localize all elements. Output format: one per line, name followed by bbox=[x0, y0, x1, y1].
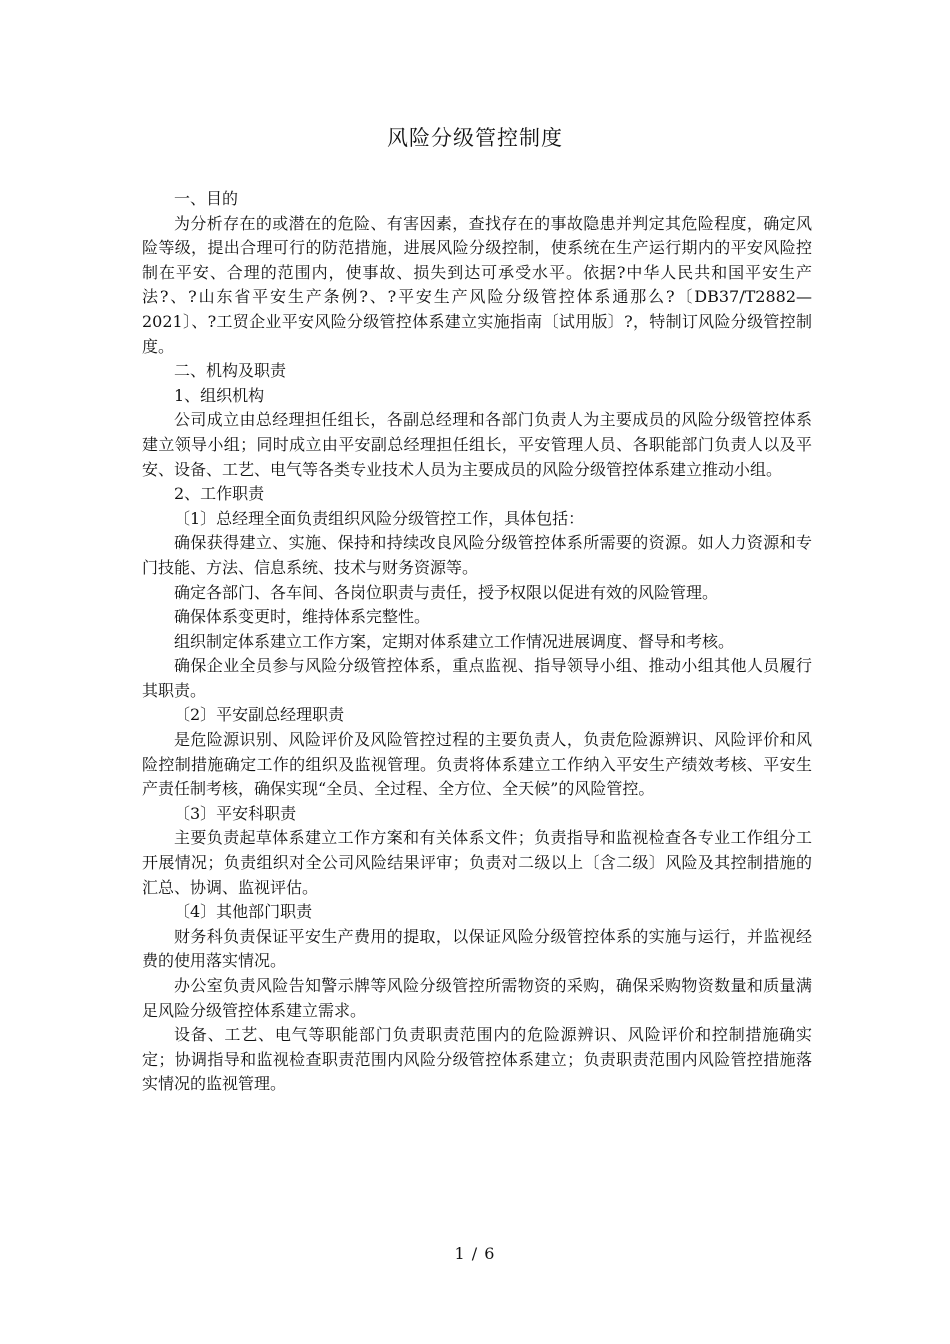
paragraph-gm-integrity: 确保体系变更时，维持体系完整性。 bbox=[174, 607, 431, 627]
paragraph-gm-participation: 确保企业全员参与风险分级管控体系，重点监视、指导领导小组、推动小组其他人员履行其职责。 bbox=[142, 656, 812, 700]
paragraph-functional-depts: 设备、工艺、电气等职能部门负责职责范围内的危险源辨识、风险评价和控制措施确实定；协调指导和监视检查职责范围内风险分级管控体系建立；负责职责范围内风险管控措施落实情况的监视管理。 bbox=[142, 1025, 812, 1094]
paragraph-safety-dept: 主要负责起草体系建立工作方案和有关体系文件；负责指导和监视检查各专业工作组分工开展情况；负责组织对全公司风险结果评审；负责对二级以上〔含二级〕风险及其控制措施的汇总、协调、监视评估。 bbox=[142, 828, 812, 897]
paragraph-deputy-manager: 是危险源识别、风险评价及风险管控过程的主要负责人，负责危险源辨识、风险评价和风险控制措施确定工作的组织及监视管理。负责将体系建立工作纳入平安生产绩效考核、平安生产责任制考核，确保实现“全员、全过程、全方位、全天候”的风险管控。 bbox=[142, 730, 812, 799]
document-title: 风险分级管控制度 bbox=[387, 126, 563, 150]
paragraph-office: 办公室负责风险告知警示牌等风险分级管控所需物资的采购，确保采购物资数量和质量满足风险分级管控体系建立需求。 bbox=[142, 976, 812, 1020]
item-heading-safety-dept: 〔3〕平安科职责 bbox=[174, 803, 297, 823]
item-heading-deputy-manager: 〔2〕平安副总经理职责 bbox=[174, 705, 345, 725]
item-heading-general-manager: 〔1〕总经理全面负责组织风险分级管控工作，具体包括： bbox=[174, 508, 585, 528]
subsection-heading-duties: 2、工作职责 bbox=[174, 484, 265, 504]
paragraph-gm-plan: 组织制定体系建立工作方案，定期对体系建立工作情况进展调度、督导和考核。 bbox=[174, 631, 735, 651]
paragraph-gm-resources: 确保获得建立、实施、保持和持续改良风险分级管控体系所需要的资源。如人力资源和专门技能、方法、信息系统、技术与财务资源等。 bbox=[142, 533, 812, 577]
item-heading-other-depts: 〔4〕其他部门职责 bbox=[174, 902, 313, 922]
paragraph-gm-responsibilities: 确定各部门、各车间、各岗位职责与责任，授予权限以促进有效的风险管理。 bbox=[174, 582, 719, 602]
paragraph-structure: 公司成立由总经理担任组长，各副总经理和各部门负责人为主要成员的风险分级管控体系建立领导小组；同时成立由平安副总经理担任组长，平安管理人员、各职能部门负责人以及平安、设备、工艺、电气等各类专业技术人员为主要成员的风险分级管控体系建立推动小组。 bbox=[142, 410, 812, 479]
document-body bbox=[142, 187, 812, 1097]
paragraph-purpose: 为分析存在的或潜在的危险、有害因素，查找存在的事故隐患并判定其危险程度，确定风险等级，提出合理可行的防范措施，进展风险分级控制，使系统在生产运行期内的平安风险控制在平安、合理的范围内，使事故、损失到达可承受水平。依据?中华人民共和国平安生产法?、?山东省平安生产条例?、?平安生产风险分级管控体系通那么?〔DB37/T2882—2021〕、?工贸企业平安风险分级管控体系建立实施指南〔试用版〕?，特制订风险分级管控制度。 bbox=[142, 213, 812, 356]
page-number: 1 / 6 bbox=[454, 1244, 496, 1263]
paragraph-finance: 财务科负责保证平安生产费用的提取，以保证风险分级管控体系的实施与运行，并监视经费的使用落实情况。 bbox=[142, 926, 812, 971]
subsection-heading-structure: 1、组织机构 bbox=[174, 385, 265, 405]
section-heading-purpose: 一、目的 bbox=[174, 189, 239, 208]
section-heading-organization: 二、机构及职责 bbox=[174, 361, 287, 381]
